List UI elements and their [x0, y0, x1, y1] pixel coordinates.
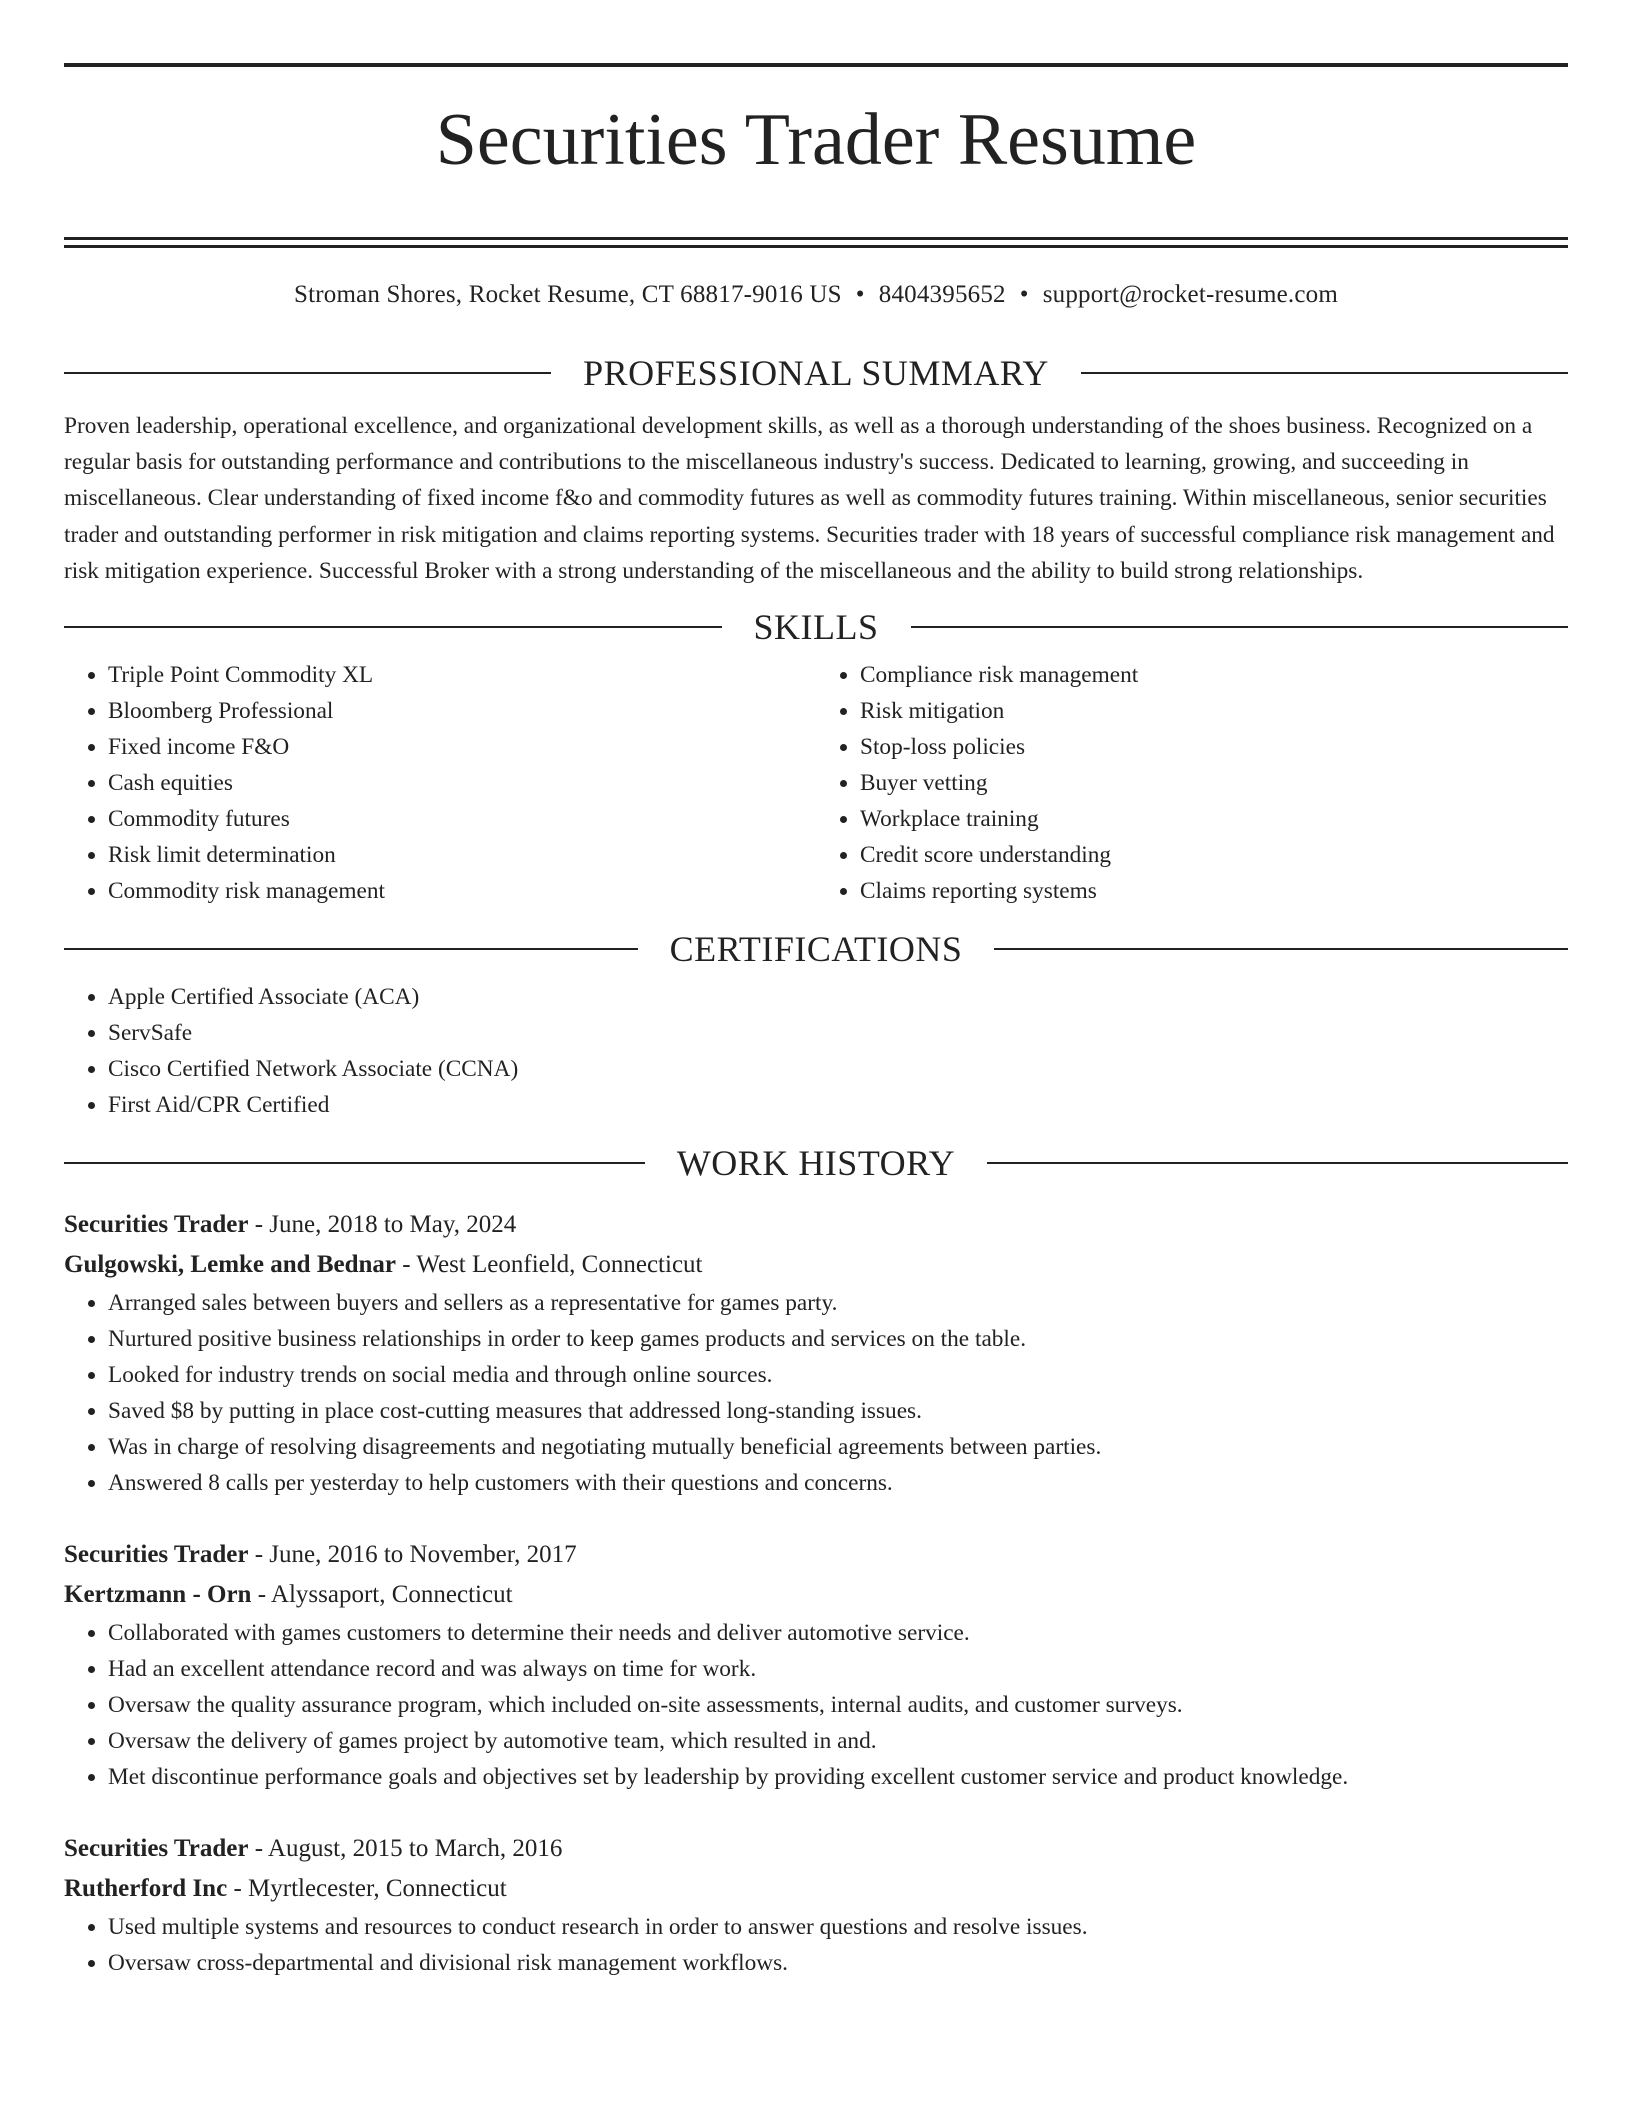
certifications-list: [64, 979, 1568, 1123]
job-company: Rutherford Inc: [64, 1875, 228, 1903]
job-title: Securities Trader: [64, 1541, 249, 1569]
job-duty-item: • Arranged sales between buyers and sellers as a representative for games party.: [108, 1285, 1568, 1321]
contact-separator: •: [855, 281, 865, 308]
job-location: - Alyssaport, Connecticut: [251, 1581, 513, 1609]
job-location: - West Leonfield, Connecticut: [396, 1251, 703, 1279]
skill-item: • Buyer vetting: [860, 765, 1568, 801]
contact-email: support@rocket-resume.com: [1042, 281, 1338, 308]
job-company-line: [64, 1245, 1568, 1285]
job-dates: - June, 2016 to November, 2017: [248, 1541, 577, 1569]
heading-rule: [64, 948, 638, 950]
job-company: Kertzmann - Orn: [64, 1581, 252, 1609]
certification-item: • ServSafe: [108, 1015, 1568, 1051]
skill-item: • Credit score understanding: [860, 837, 1568, 873]
section-heading-summary: [64, 355, 1568, 391]
work-history-list: [64, 1205, 1568, 1981]
heading-rule: [64, 372, 551, 374]
skill-item: • Cash equities: [108, 765, 816, 801]
job-title-line: [64, 1829, 1568, 1869]
job-dates: - August, 2015 to March, 2016: [248, 1835, 563, 1863]
job-dates: - June, 2018 to May, 2024: [248, 1211, 517, 1239]
certification-item: • Cisco Certified Network Associate (CCNA): [108, 1051, 1568, 1087]
job-title-line: [64, 1205, 1568, 1245]
job-company-line: [64, 1869, 1568, 1909]
skill-item: • Commodity risk management: [108, 873, 816, 909]
section-title: CERTIFICATIONS: [669, 929, 963, 970]
skill-item: • Fixed income F&O: [108, 729, 816, 765]
summary-text: Proven leadership, operational excellence, and organizational development skills, as well as a thorough understanding of the shoes business. Recognized on a regular basis for outstanding performance and contributions to the miscellaneous industry's success. Dedicated to learning, growing, and succeeding in miscellaneous. Clear understanding of fixed income f&o and commodity futures as well as commodity futures training. Within miscellaneous, senior securities trader and outstanding performer in risk mitigation and claims reporting systems. Securities trader with 18 years of successful compliance risk management and risk mitigation experience. Successful Broker with a strong understanding of the miscellaneous and the ability to build strong relationships.: [64, 413, 1555, 584]
heading-rule: [987, 1162, 1568, 1164]
job-duties-list: [64, 1285, 1568, 1501]
page-title: Securities Trader Resume: [435, 99, 1197, 181]
job-entry: [64, 1535, 1568, 1795]
section-heading-work-history: [64, 1143, 1568, 1184]
contact-separator: •: [1019, 281, 1029, 308]
job-duties-list: [64, 1615, 1568, 1795]
job-company: Gulgowski, Lemke and Bednar: [64, 1251, 397, 1279]
job-duty-item: • Had an excellent attendance record and was always on time for work.: [108, 1651, 1568, 1687]
contact-phone: 8404395652: [878, 281, 1006, 308]
skills-columns: [64, 657, 1568, 909]
job-title: Securities Trader: [64, 1211, 249, 1239]
job-duty-item: • Nurtured positive business relationships in order to keep games products and services on the table.: [108, 1321, 1568, 1357]
heading-rule: [64, 1162, 645, 1164]
certification-item: • Apple Certified Associate (ACA): [108, 979, 1568, 1015]
contact-address: Stroman Shores, Rocket Resume, CT 68817-9016 US: [293, 281, 842, 308]
skill-item: • Stop-loss policies: [860, 729, 1568, 765]
job-duty-item: • Oversaw the delivery of games project by automotive team, which resulted in and.: [108, 1723, 1568, 1759]
job-title: Securities Trader: [64, 1835, 249, 1863]
skill-item: • Compliance risk management: [860, 657, 1568, 693]
heading-rule: [64, 626, 722, 628]
top-rule: [64, 63, 1568, 67]
skill-item: • Commodity futures: [108, 801, 816, 837]
job-duties-list: [64, 1909, 1568, 1981]
skills-list-right: [816, 657, 1568, 909]
job-company-line: [64, 1575, 1568, 1615]
job-duty-item: • Oversaw cross-departmental and divisional risk management workflows.: [108, 1945, 1568, 1981]
skill-item: • Claims reporting systems: [860, 873, 1568, 909]
skills-list-left: [64, 657, 816, 909]
job-entry: [64, 1829, 1568, 1981]
job-title-line: [64, 1535, 1568, 1575]
heading-rule: [911, 626, 1569, 628]
skill-item: • Risk mitigation: [860, 693, 1568, 729]
job-duty-item: • Collaborated with games customers to determine their needs and deliver automotive service.: [108, 1615, 1568, 1651]
job-location: - Myrtlecester, Connecticut: [227, 1875, 507, 1903]
job-duty-item: • Answered 8 calls per yesterday to help customers with their questions and concerns.: [108, 1465, 1568, 1501]
section-heading-certifications: [64, 929, 1568, 970]
job-duty-item: • Was in charge of resolving disagreements and negotiating mutually beneficial agreements between parties.: [108, 1429, 1568, 1465]
skill-item: • Risk limit determination: [108, 837, 816, 873]
job-duty-item: • Looked for industry trends on social media and through online sources.: [108, 1357, 1568, 1393]
section-title: SKILLS: [753, 607, 879, 648]
certification-item: • First Aid/CPR Certified: [108, 1087, 1568, 1123]
job-duty-item: • Met discontinue performance goals and objectives set by leadership by providing excellent customer service and product knowledge.: [108, 1759, 1568, 1795]
section-title: WORK HISTORY: [676, 1143, 956, 1184]
job-duty-item: • Oversaw the quality assurance program, which included on-site assessments, internal audits, and customer surveys.: [108, 1687, 1568, 1723]
skill-item: • Triple Point Commodity XL: [108, 657, 816, 693]
heading-rule: [994, 948, 1568, 950]
skill-item: • Bloomberg Professional: [108, 693, 816, 729]
skill-item: • Workplace training: [860, 801, 1568, 837]
section-title: PROFESSIONAL SUMMARY: [583, 353, 1049, 393]
contact-line: [64, 282, 1568, 307]
job-entry: [64, 1205, 1568, 1501]
resume-page: [64, 0, 1568, 1981]
job-duty-item: • Saved $8 by putting in place cost-cutting measures that addressed long-standing issues.: [108, 1393, 1568, 1429]
job-duty-item: • Used multiple systems and resources to conduct research in order to answer questions and resolve issues.: [108, 1909, 1568, 1945]
heading-rule: [1081, 372, 1568, 374]
title-double-rule: [64, 237, 1568, 248]
section-heading-skills: [64, 607, 1568, 648]
